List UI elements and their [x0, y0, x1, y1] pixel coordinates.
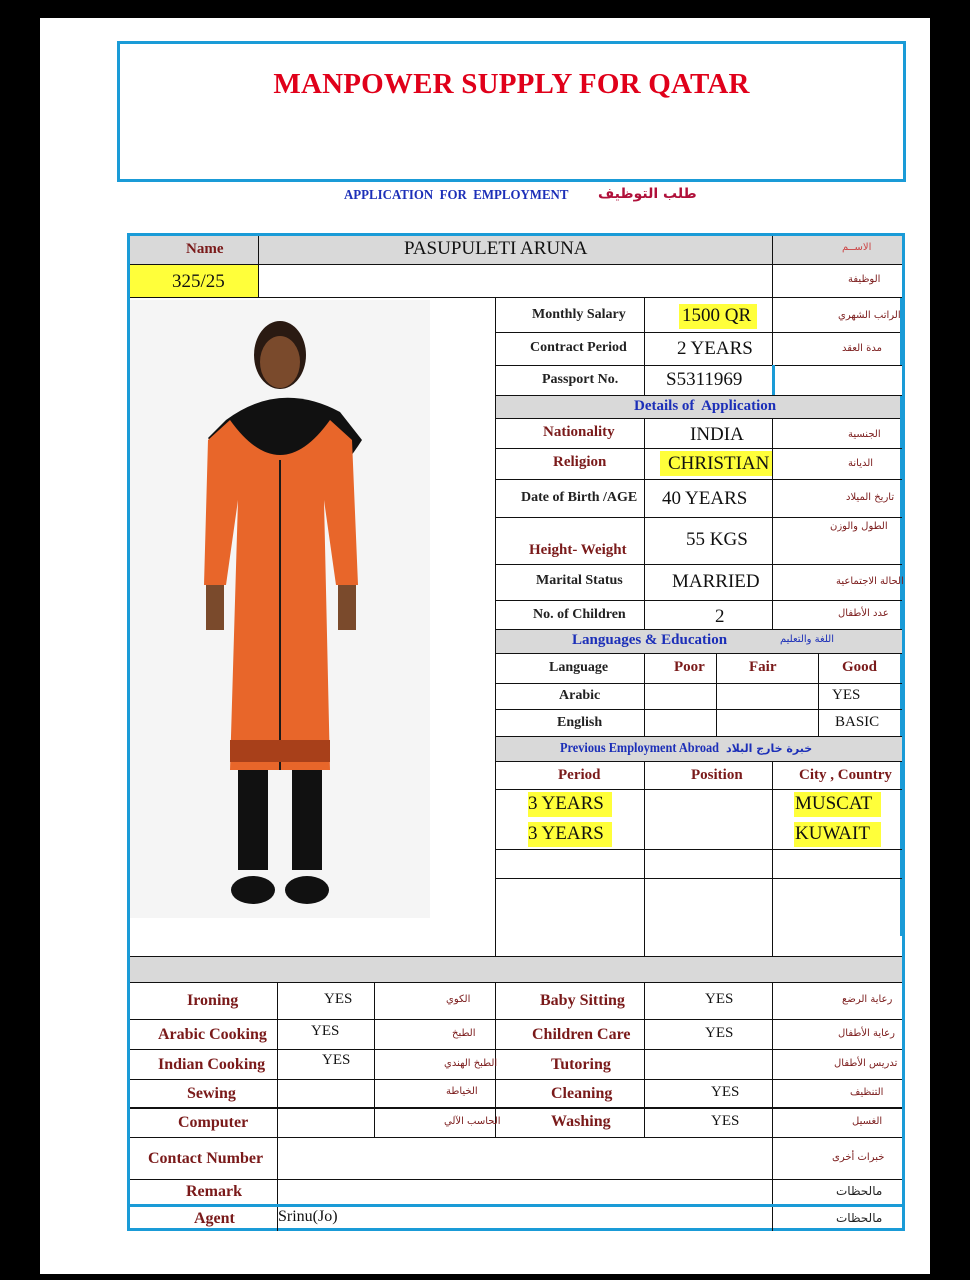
details-section-title: Details of Application — [634, 398, 777, 414]
skill-children-care-label: Children Care — [532, 1026, 631, 1043]
skill-indian-cooking-value: YES — [322, 1052, 351, 1068]
emp-row2-period: 3 YEARS — [528, 823, 604, 844]
skill-ironing-value: YES — [324, 991, 353, 1007]
skill-children-care-value: YES — [705, 1025, 734, 1041]
skill-arabic-cooking-arabic: الطبخ — [452, 1028, 476, 1039]
document-title: MANPOWER SUPPLY FOR QATAR — [273, 68, 750, 100]
agent-arabic: مالحظات — [836, 1211, 883, 1225]
salary-value: 1500 QR — [682, 305, 752, 326]
nationality-value: INDIA — [690, 424, 744, 445]
marital-label: Marital Status — [536, 573, 623, 588]
lang-row-english-good: BASIC — [835, 714, 880, 730]
dob-label: Date of Birth /AGE — [521, 490, 638, 505]
religion-label: Religion — [553, 454, 607, 470]
header-box — [117, 41, 906, 182]
skill-baby-sitting-value: YES — [705, 991, 734, 1007]
height-weight-label: Height- Weight — [529, 542, 627, 558]
skill-arabic-cooking-label: Arabic Cooking — [158, 1026, 267, 1043]
skill-children-care-arabic: رعاية الأطفال — [838, 1028, 895, 1039]
languages-section-arabic: اللغة والتعليم — [780, 634, 834, 645]
marital-arabic: الحالة الاجتماعية — [836, 576, 904, 587]
emp-row1-period: 3 YEARS — [528, 793, 604, 814]
subtitle-arabic: طلب التوظيف — [598, 186, 697, 202]
emp-col-position: Position — [691, 767, 743, 783]
contact-number-label: Contact Number — [148, 1150, 264, 1167]
passport-value: S5311969 — [666, 369, 743, 390]
marital-value: MARRIED — [672, 571, 760, 592]
children-arabic: عدد الأطفال — [838, 608, 889, 619]
languages-section-title: Languages & Education — [572, 632, 728, 648]
height-weight-value: 55 KGS — [686, 529, 748, 550]
skill-tutoring-arabic: تدريس الأطفال — [834, 1058, 898, 1069]
lang-row-arabic-label: Arabic — [559, 688, 601, 703]
lang-row-english-label: English — [557, 715, 603, 730]
skill-arabic-cooking-value: YES — [311, 1023, 340, 1039]
lang-col-fair: Fair — [749, 659, 777, 675]
emp-row1-city: MUSCAT — [795, 793, 873, 814]
skill-baby-sitting-label: Baby Sitting — [540, 992, 625, 1009]
skill-washing-arabic: الغسيل — [852, 1116, 883, 1127]
person-photo-icon — [130, 300, 430, 918]
emp-col-period: Period — [558, 767, 601, 783]
children-label: No. of Children — [533, 607, 626, 622]
contract-value: 2 YEARS — [677, 338, 753, 359]
skill-computer-label: Computer — [178, 1114, 249, 1131]
skill-ironing-label: Ironing — [187, 992, 239, 1009]
religion-value: CHRISTIAN — [668, 453, 770, 474]
nationality-label: Nationality — [543, 424, 615, 440]
name-label: Name — [186, 241, 224, 257]
skill-ironing-arabic: الكوي — [446, 994, 471, 1005]
remark-label: Remark — [186, 1183, 242, 1200]
contract-label: Contract Period — [530, 340, 627, 355]
dob-arabic: تاريخ الميلاد — [846, 492, 895, 503]
dob-value: 40 YEARS — [662, 488, 748, 509]
height-weight-arabic: الطول والوزن — [830, 521, 888, 532]
lang-row-arabic-good: YES — [832, 687, 861, 703]
emp-row2-city: KUWAIT — [795, 823, 870, 844]
agent-value: Srinu(Jo) — [278, 1208, 338, 1225]
skill-baby-sitting-arabic: رعاية الرضع — [842, 994, 893, 1005]
emp-col-city: City , Country — [799, 767, 892, 783]
passport-label: Passport No. — [542, 372, 619, 387]
skill-cleaning-value: YES — [711, 1084, 740, 1100]
skill-washing-label: Washing — [551, 1113, 611, 1130]
skill-sewing-label: Sewing — [187, 1085, 236, 1102]
skill-indian-cooking-arabic: الطبخ الهندي — [444, 1058, 498, 1069]
ref-number: 325/25 — [172, 271, 225, 292]
contract-arabic: مدة العقد — [842, 343, 882, 354]
nationality-arabic: الجنسية — [848, 429, 881, 440]
skill-cleaning-label: Cleaning — [551, 1085, 613, 1102]
name-arabic: الاســم — [842, 242, 872, 253]
salary-arabic: الراتب الشهري — [838, 310, 901, 321]
children-value: 2 — [715, 606, 725, 627]
lang-col-poor: Poor — [674, 659, 705, 675]
employment-section-arabic: خبرة خارج البلاد — [726, 742, 813, 755]
skill-washing-value: YES — [711, 1113, 740, 1129]
remark-arabic: مالحظات — [836, 1184, 883, 1198]
skill-cleaning-arabic: التنظيف — [850, 1087, 884, 1098]
skill-indian-cooking-label: Indian Cooking — [158, 1056, 266, 1073]
contact-arabic: خبرات أخرى — [832, 1152, 885, 1163]
ref-arabic: الوظيفة — [848, 274, 881, 285]
name-value: PASUPULETI ARUNA — [404, 238, 588, 259]
skill-sewing-arabic: الخياطة — [446, 1086, 478, 1097]
skill-tutoring-label: Tutoring — [551, 1056, 611, 1073]
subtitle-english: APPLICATION FOR EMPLOYMENT — [344, 188, 569, 203]
agent-label: Agent — [194, 1210, 235, 1227]
lang-col-good: Good — [842, 659, 878, 675]
employment-section-title: Previous Employment Abroad — [560, 741, 720, 756]
religion-arabic: الديانة — [848, 458, 874, 469]
lang-col-language: Language — [549, 660, 609, 675]
applicant-photo — [130, 300, 430, 918]
skill-computer-arabic: الحاسب الآلي — [444, 1116, 501, 1127]
separator-bar — [130, 957, 902, 982]
salary-label: Monthly Salary — [532, 307, 626, 322]
